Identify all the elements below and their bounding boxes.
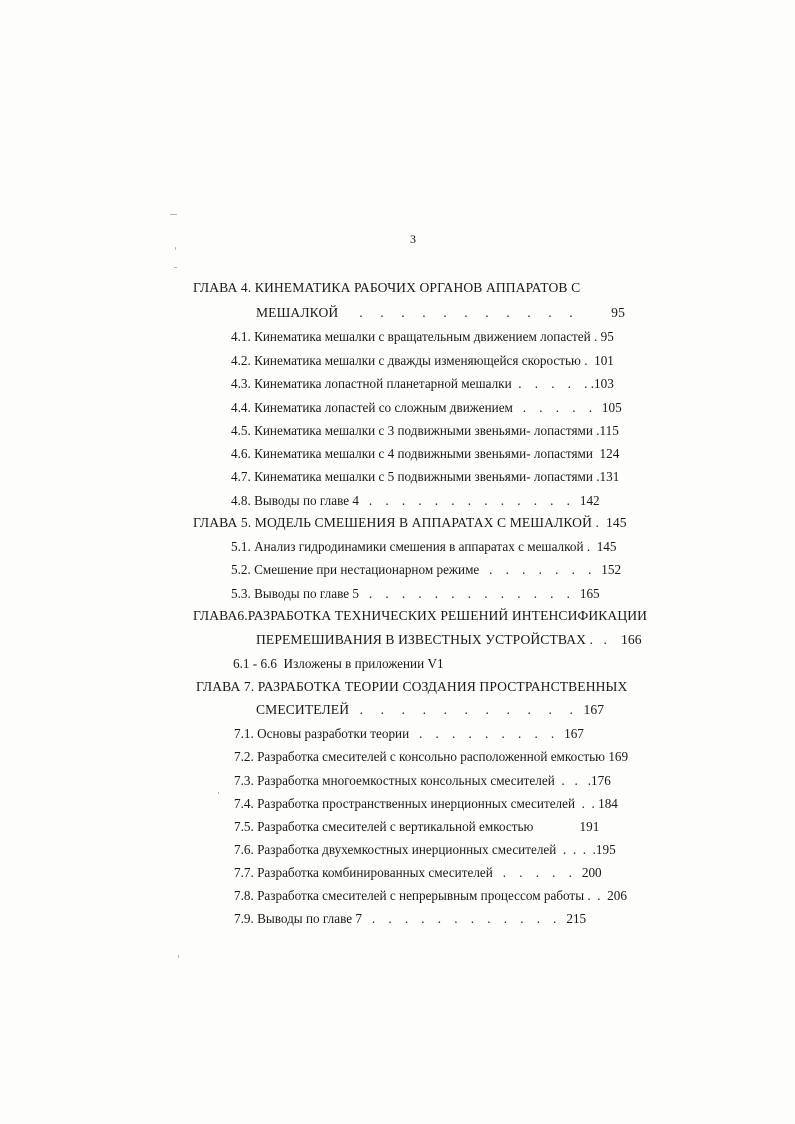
chapter-7-title: ГЛАВА 7. РАЗРАБОТКА ТЕОРИИ СОЗДАНИЯ ПРОСТРАНСТВЕННЫХ: [196, 679, 628, 694]
toc-entry-7-5: 7.5. Разработка смесителей с вертикальной емкостью 191: [234, 819, 600, 834]
chapter-7-title-cont: СМЕСИТЕЛЕЙ . . . . . . . . . . . 167: [256, 702, 605, 717]
toc-entry-4-7: 4.7. Кинематика мешалки с 5 подвижными звеньями- лопастями .131: [231, 469, 620, 484]
toc-entry-7-7: 7.7. Разработка комбинированных смесителей . . . . . 200: [234, 865, 602, 880]
chapter-6-title: ГЛАВА6.РАЗРАБОТКА ТЕХНИЧЕСКИХ РЕШЕНИЙ ИНТЕНСИФИКАЦИИ: [193, 608, 648, 623]
toc-entry-5-1: 5.1. Анализ гидродинамики смешения в аппаратах с мешалкой . 145: [231, 539, 617, 554]
chapter-6-title-cont: ПЕРЕМЕШИВАНИЯ В ИЗВЕСТНЫХ УСТРОЙСТВАХ . . 166: [256, 632, 642, 647]
toc-entry-7-1: 7.1. Основы разработки теории . . . . . . . . . 167: [234, 726, 584, 741]
page-number: 3: [410, 232, 416, 246]
toc-entry-4-4: 4.4. Кинематика лопастей со сложным движением . . . . . 105: [231, 400, 622, 415]
toc-entry-4-2: 4.2. Кинематика мешалки с дважды изменяющейся скоростью . 101: [231, 353, 614, 368]
chapter-5-title: ГЛАВА 5. МОДЕЛЬ СМЕШЕНИЯ В АППАРАТАХ С МЕШАЛКОЙ . 145: [193, 515, 627, 530]
chapter-4-title: ГЛАВА 4. КИНЕМАТИКА РАБОЧИХ ОРГАНОВ АППАРАТОВ С: [193, 280, 581, 295]
toc-entry-7-3: 7.3. Разработка многоемкостных консольных смесителей . . .176: [234, 773, 611, 788]
toc-entry-7-8: 7.8. Разработка смесителей с непрерывным процессом работы . . 206: [234, 888, 627, 903]
toc-entry-4-8: 4.8. Выводы по главе 4 . . . . . . . . . . . . . 142: [231, 493, 600, 508]
toc-entry-7-9: 7.9. Выводы по главе 7 . . . . . . . . . . . . 215: [234, 911, 587, 926]
toc-entry-7-6: 7.6. Разработка двухемкостных инерционных смесителей . . . .195: [234, 842, 616, 857]
toc-entry-5-2: 5.2. Смешение при нестационарном режиме . . . . . . . 152: [231, 562, 622, 577]
toc-entry-7-2: 7.2. Разработка смесителей с консольно расположенной емкостью 169: [234, 749, 629, 764]
toc-entry-4-6: 4.6. Кинематика мешалки с 4 подвижными звеньями- лопастями 124: [231, 446, 620, 461]
toc-entry-4-1: 4.1. Кинематика мешалки с вращательным движением лопастей . 95: [231, 329, 614, 344]
toc-entry-4-3: 4.3. Кинематика лопастной планетарной мешалки . . . . . .103: [231, 376, 614, 391]
toc-entry-7-4: 7.4. Разработка пространственных инерционных смесителей . . 184: [234, 796, 618, 811]
toc-entry-6-1-6: 6.1 - 6.6 Изложены в приложении V1: [233, 656, 444, 671]
toc-entry-4-5: 4.5. Кинематика мешалки с 3 подвижными звеньями- лопастями .115: [231, 423, 619, 438]
chapter-4-title-cont: МЕШАЛКОЙ . . . . . . . . . . . 95: [256, 305, 625, 320]
toc-entry-5-3: 5.3. Выводы по главе 5 . . . . . . . . . . . . . 165: [231, 586, 600, 601]
